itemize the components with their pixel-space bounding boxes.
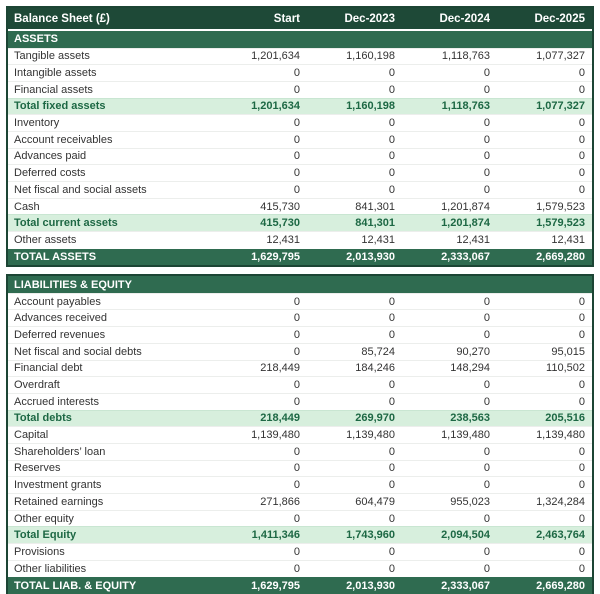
table-row	[8, 148, 592, 165]
table-row	[8, 131, 592, 148]
cell-value: 0	[483, 133, 490, 146]
column-header-dec-2024: Dec-2024	[439, 12, 490, 25]
cell-value: 0	[388, 395, 395, 408]
cell-value: 0	[578, 328, 585, 341]
cell-value: 955,023	[450, 495, 490, 508]
cell-value: 604,479	[355, 495, 395, 508]
row-label: Reserves	[14, 462, 61, 475]
table-row	[8, 376, 592, 393]
cell-value: 0	[293, 395, 300, 408]
table-row	[8, 48, 592, 65]
cell-value: 1,139,480	[441, 429, 490, 442]
cell-value: 1,201,634	[251, 100, 300, 113]
cell-value: 0	[293, 167, 300, 180]
cell-value: 0	[483, 183, 490, 196]
row-label: Other liabilities	[14, 562, 87, 575]
cell-value: 0	[388, 545, 395, 558]
cell-value: 0	[388, 562, 395, 575]
cell-value: 0	[388, 512, 395, 525]
cell-value: 0	[388, 379, 395, 392]
table-row	[8, 64, 592, 81]
table-row	[8, 164, 592, 181]
table-row	[8, 114, 592, 131]
cell-value: 12,431	[456, 233, 490, 246]
cell-value: 0	[578, 150, 585, 163]
row-label: Overdraft	[14, 379, 60, 392]
section-header-row	[8, 31, 592, 48]
column-header-dec-2025: Dec-2025	[534, 12, 585, 25]
cell-value: 0	[578, 312, 585, 325]
cell-value: 90,270	[456, 345, 490, 358]
row-label: Other assets	[14, 233, 77, 246]
table-row	[8, 231, 592, 248]
row-label: Total debts	[14, 412, 72, 425]
cell-value: 841,301	[355, 200, 395, 213]
cell-value: 0	[578, 562, 585, 575]
cell-value: 0	[578, 545, 585, 558]
cell-value: 1,160,198	[346, 100, 395, 113]
row-label: Provisions	[14, 545, 65, 558]
cell-value: 2,013,930	[346, 251, 395, 263]
cell-value: 205,516	[545, 412, 585, 425]
cell-value: 2,333,067	[441, 251, 490, 263]
subtotal-row	[8, 410, 592, 427]
table-row	[8, 493, 592, 510]
cell-value: 1,579,523	[536, 217, 585, 230]
liabilities-equity-block	[6, 274, 594, 594]
cell-value: 238,563	[450, 412, 490, 425]
cell-value: 2,463,764	[536, 529, 585, 542]
row-label: TOTAL ASSETS	[14, 251, 97, 263]
row-label: Advances received	[14, 312, 107, 325]
row-label: Cash	[14, 200, 40, 213]
cell-value: 1,411,346	[251, 529, 300, 542]
row-label: LIABILITIES & EQUITY	[14, 278, 132, 291]
cell-value: 0	[578, 167, 585, 180]
cell-value: 0	[293, 462, 300, 475]
table-header-row	[8, 8, 592, 31]
cell-value: 0	[388, 312, 395, 325]
balance-sheet-table	[6, 6, 594, 594]
cell-value: 0	[388, 167, 395, 180]
cell-value: 1,201,874	[441, 217, 490, 230]
row-label: Advances paid	[14, 150, 87, 163]
cell-value: 95,015	[551, 345, 585, 358]
cell-value: 110,502	[546, 362, 585, 375]
cell-value: 0	[483, 562, 490, 575]
cell-value: 0	[578, 83, 585, 96]
row-label: Deferred costs	[14, 167, 86, 180]
cell-value: 0	[293, 312, 300, 325]
cell-value: 12,431	[361, 233, 395, 246]
row-label: Retained earnings	[14, 495, 104, 508]
cell-value: 415,730	[260, 200, 300, 213]
cell-value: 0	[578, 133, 585, 146]
cell-value: 0	[293, 328, 300, 341]
cell-value: 0	[388, 150, 395, 163]
cell-value: 0	[578, 512, 585, 525]
cell-value: 85,724	[361, 345, 395, 358]
cell-value: 0	[483, 312, 490, 325]
cell-value: 0	[293, 562, 300, 575]
cell-value: 1,324,284	[536, 495, 585, 508]
cell-value: 184,246	[355, 362, 395, 375]
cell-value: 1,077,327	[536, 50, 585, 63]
subtotal-row	[8, 98, 592, 115]
cell-value: 0	[293, 545, 300, 558]
cell-value: 0	[293, 379, 300, 392]
cell-value: 0	[388, 445, 395, 458]
cell-value: 0	[578, 295, 585, 308]
row-label: Shareholders’ loan	[14, 445, 106, 458]
table-row	[8, 560, 592, 577]
row-label: Inventory	[14, 117, 60, 130]
cell-value: 1,139,480	[251, 429, 300, 442]
cell-value: 0	[293, 150, 300, 163]
cell-value: 0	[388, 295, 395, 308]
cell-value: 0	[483, 462, 490, 475]
cell-value: 0	[293, 133, 300, 146]
table-row	[8, 343, 592, 360]
subtotal-row	[8, 526, 592, 543]
table-row	[8, 293, 592, 310]
cell-value: 0	[578, 479, 585, 492]
cell-value: 0	[388, 133, 395, 146]
cell-value: 0	[483, 328, 490, 341]
cell-value: 0	[578, 379, 585, 392]
cell-value: 0	[483, 83, 490, 96]
cell-value: 0	[293, 295, 300, 308]
table-row	[8, 476, 592, 493]
cell-value: 0	[578, 445, 585, 458]
cell-value: 0	[293, 83, 300, 96]
cell-value: 1,629,795	[251, 251, 300, 263]
column-header-dec-2023: Dec-2023	[344, 12, 395, 25]
cell-value: 218,449	[260, 362, 300, 375]
cell-value: 0	[388, 67, 395, 80]
cell-value: 2,333,067	[441, 579, 490, 592]
total-row	[8, 248, 592, 266]
row-label: Accrued interests	[14, 395, 99, 408]
row-label: Net fiscal and social assets	[14, 183, 147, 196]
cell-value: 0	[388, 117, 395, 130]
cell-value: 1,743,960	[346, 529, 395, 542]
cell-value: 271,866	[260, 495, 300, 508]
cell-value: 12,431	[551, 233, 585, 246]
cell-value: 0	[388, 183, 395, 196]
cell-value: 2,669,280	[536, 251, 585, 263]
row-label: Net fiscal and social debts	[14, 345, 142, 358]
cell-value: 0	[483, 545, 490, 558]
table-row	[8, 460, 592, 477]
table-row	[8, 181, 592, 198]
cell-value: 269,970	[355, 412, 395, 425]
table-row	[8, 426, 592, 443]
cell-value: 0	[293, 117, 300, 130]
assets-block	[6, 6, 594, 267]
cell-value: 1,201,634	[251, 50, 300, 63]
row-label: Financial debt	[14, 362, 83, 375]
cell-value: 0	[293, 479, 300, 492]
cell-value: 0	[388, 328, 395, 341]
row-label: TOTAL LIAB. & EQUITY	[14, 579, 137, 592]
column-header-start: Start	[273, 12, 300, 25]
row-label: Account receivables	[14, 133, 113, 146]
cell-value: 0	[293, 67, 300, 80]
table-row	[8, 543, 592, 560]
row-label: Other equity	[14, 512, 74, 525]
cell-value: 1,118,763	[441, 100, 490, 113]
table-row	[8, 326, 592, 343]
cell-value: 0	[483, 67, 490, 80]
cell-value: 1,579,523	[536, 200, 585, 213]
cell-value: 0	[578, 117, 585, 130]
cell-value: 0	[483, 167, 490, 180]
row-label: Total Equity	[14, 529, 77, 542]
subtotal-row	[8, 214, 592, 231]
row-label: Investment grants	[14, 479, 102, 492]
cell-value: 12,431	[266, 233, 300, 246]
cell-value: 0	[578, 462, 585, 475]
section-header-row	[8, 276, 592, 293]
cell-value: 0	[293, 512, 300, 525]
cell-value: 148,294	[450, 362, 490, 375]
total-row	[8, 576, 592, 594]
cell-value: 0	[388, 83, 395, 96]
cell-value: 841,301	[355, 217, 395, 230]
cell-value: 1,139,480	[346, 429, 395, 442]
cell-value: 0	[483, 445, 490, 458]
cell-value: 0	[483, 479, 490, 492]
table-row	[8, 510, 592, 527]
cell-value: 1,629,795	[251, 579, 300, 592]
cell-value: 1,139,480	[536, 429, 585, 442]
cell-value: 0	[388, 462, 395, 475]
cell-value: 1,118,763	[441, 50, 490, 63]
cell-value: 0	[483, 150, 490, 163]
cell-value: 0	[483, 379, 490, 392]
row-label: Total current assets	[14, 217, 118, 230]
table-row	[8, 393, 592, 410]
row-label: Deferred revenues	[14, 328, 106, 341]
row-label: ASSETS	[14, 33, 59, 46]
row-label: Financial assets	[14, 83, 93, 96]
cell-value: 0	[293, 183, 300, 196]
cell-value: 0	[483, 512, 490, 525]
row-label: Intangible assets	[14, 67, 97, 80]
cell-value: 1,160,198	[346, 50, 395, 63]
table-row	[8, 198, 592, 215]
row-label: Account payables	[14, 295, 101, 308]
cell-value: 2,013,930	[346, 579, 395, 592]
cell-value: 1,077,327	[536, 100, 585, 113]
cell-value: 2,094,504	[441, 529, 490, 542]
cell-value: 1,201,874	[441, 200, 490, 213]
table-row	[8, 309, 592, 326]
cell-value: 0	[293, 345, 300, 358]
table-title: Balance Sheet (£)	[14, 12, 110, 25]
table-row	[8, 443, 592, 460]
table-row	[8, 360, 592, 377]
row-label: Tangible assets	[14, 50, 90, 63]
cell-value: 218,449	[260, 412, 300, 425]
cell-value: 0	[483, 395, 490, 408]
cell-value: 0	[293, 445, 300, 458]
cell-value: 0	[483, 295, 490, 308]
cell-value: 415,730	[260, 217, 300, 230]
cell-value: 0	[578, 67, 585, 80]
row-label: Capital	[14, 429, 49, 442]
cell-value: 0	[578, 395, 585, 408]
table-row	[8, 81, 592, 98]
row-label: Total fixed assets	[14, 100, 106, 113]
cell-value: 0	[388, 479, 395, 492]
cell-value: 2,669,280	[536, 579, 585, 592]
cell-value: 0	[483, 117, 490, 130]
cell-value: 0	[578, 183, 585, 196]
